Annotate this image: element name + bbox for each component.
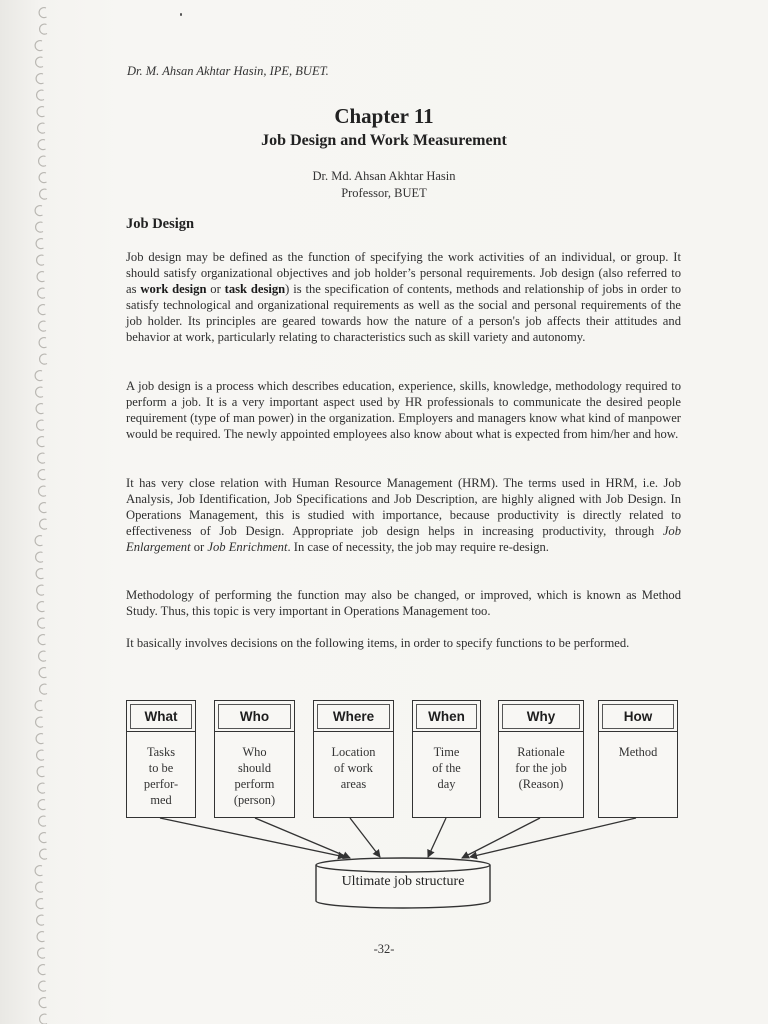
arrow-what bbox=[160, 818, 345, 857]
box-heading: Who bbox=[215, 701, 294, 732]
text-run: or bbox=[190, 540, 208, 555]
chapter-subtitle: Job Design and Work Measurement bbox=[261, 132, 507, 149]
box-heading: Why bbox=[499, 701, 583, 732]
box-line: of work bbox=[334, 761, 373, 775]
chapter-title: Chapter 11 bbox=[334, 104, 434, 128]
box-line: to be bbox=[148, 761, 174, 775]
box-line: (person) bbox=[233, 793, 276, 807]
box-line: Time bbox=[433, 745, 460, 759]
box-heading: What bbox=[127, 701, 195, 732]
paragraph-decisions-intro: It basically involves decisions on the following items, in order to specify functions to be performed. bbox=[126, 636, 630, 650]
paragraph-job-design-process: A job design is a process which describes education, experience, skills, knowledge, methodology required to perform a job. It is a very important aspect used by HR professionals to communicate the desired people requirement (type of man power) in the organization. Employers and managers know what kind of manpower would be required. The newly appointed employees also know about what is expected from him/her and how. bbox=[126, 379, 681, 442]
header-author-line: Dr. M. Ahsan Akhtar Hasin, IPE, BUET. bbox=[127, 64, 329, 78]
arrow-who bbox=[255, 818, 350, 858]
page-number: -32- bbox=[373, 942, 395, 956]
box-heading: When bbox=[413, 701, 480, 732]
text-run: ) is the specification of contents, methods and relationship of jobs in order to satisfy technological and organizational requirements as well as the social and personal requirements of the job holder. Its principles are geared towards how the nature of a person's job affects their attitudes and behavior at work, particularly relating to characteristics such as skill variety and autonomy. bbox=[126, 282, 681, 345]
box-line: perfor- bbox=[143, 777, 179, 791]
text-run: . In case of necessity, the job may require re-design. bbox=[287, 540, 549, 555]
box-line: perform bbox=[234, 777, 275, 791]
box-line: of the bbox=[432, 761, 461, 775]
box-line: Location bbox=[331, 745, 376, 759]
box-line: (Reason) bbox=[518, 777, 564, 791]
box-heading: How bbox=[599, 701, 677, 732]
section-heading: Job Design bbox=[126, 216, 195, 232]
text-run: Job design may be defined as the function of specifying the work activities of an individual, or group. It should satisfy organizational objectives and job holder’s personal requirements. Job design (also referred to as bbox=[126, 250, 681, 297]
italic-term: Job Enlargement bbox=[126, 524, 681, 555]
text-run: It has very close relation with Human Resource Management (HRM). The terms used in HRM, i.e. Job Analysis, Job Identification, Job Specifications and Job Description, are highly aligned with Job Design. In Operations Management, this is studied with importance, because productivity is directly related to effectiveness of Job Design. Appropriate job design helps in increasing productivity, through bbox=[126, 476, 681, 539]
author-affiliation: Professor, BUET bbox=[341, 186, 427, 200]
italic-term: Job Enrichment bbox=[207, 540, 288, 555]
box-line: Who bbox=[242, 745, 267, 759]
arrow-where bbox=[350, 818, 380, 857]
box-line: Rationale bbox=[517, 745, 565, 759]
box-line: areas bbox=[340, 777, 367, 791]
box-line: Tasks bbox=[146, 745, 176, 759]
bold-term: task design bbox=[224, 282, 286, 297]
arrow-why bbox=[462, 818, 540, 858]
box-line: day bbox=[437, 777, 456, 791]
arrow-when bbox=[428, 818, 446, 857]
result-label: Ultimate job structure bbox=[341, 874, 465, 889]
box-line: for the job bbox=[515, 761, 567, 775]
box-line: should bbox=[237, 761, 272, 775]
bold-term: work design bbox=[140, 282, 207, 297]
arrow-how bbox=[470, 818, 636, 857]
box-heading: Where bbox=[314, 701, 393, 732]
box-line: med bbox=[150, 793, 172, 807]
text-run: or bbox=[206, 282, 225, 297]
paragraph-method-study: Methodology of performing the function may also be changed, or improved, which is known as Method Study. Thus, this topic is very important in Operations Management too. bbox=[126, 588, 681, 619]
author-name: Dr. Md. Ahsan Akhtar Hasin bbox=[312, 169, 456, 183]
box-line: Method bbox=[618, 745, 658, 759]
